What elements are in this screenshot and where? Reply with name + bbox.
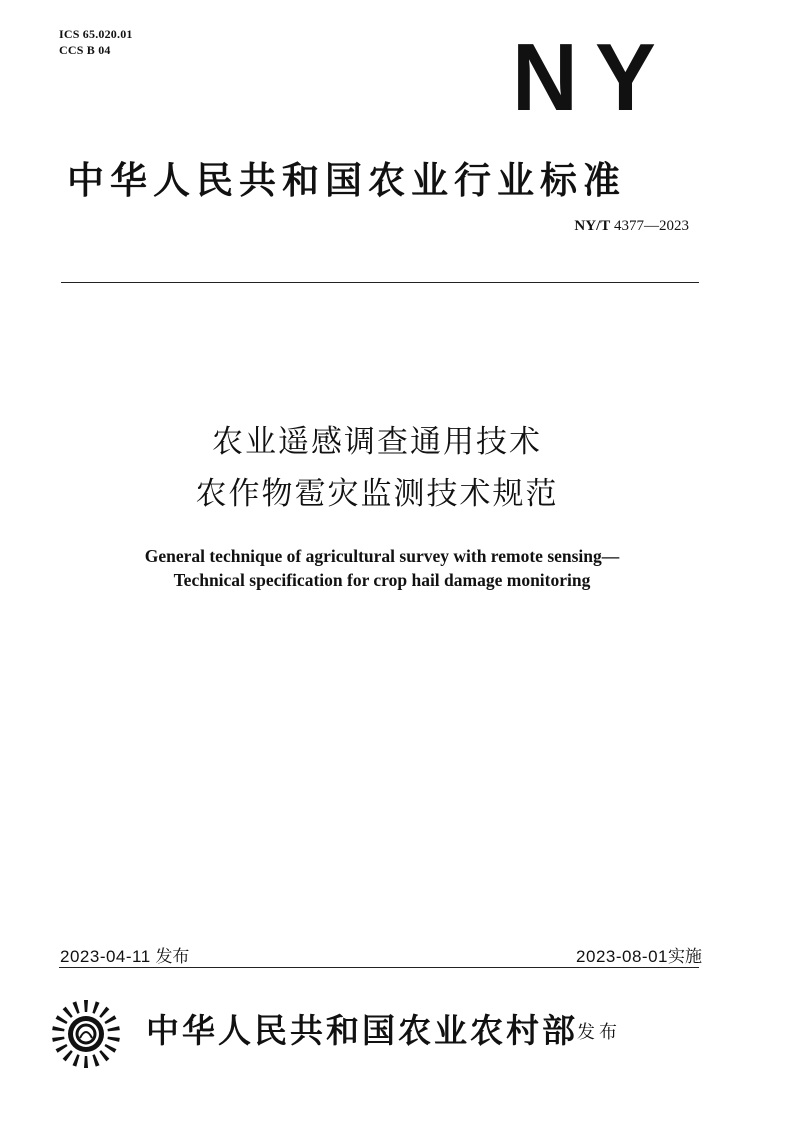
footer-divider	[59, 967, 699, 968]
implement-date-block	[576, 942, 702, 967]
issue-label: 发布	[155, 947, 190, 966]
ministry-publish-label: 发布	[577, 1022, 621, 1042]
implement-date: 2023-08-01	[576, 947, 668, 966]
ministry-name: 中华人民共和国农业农村部	[146, 1011, 578, 1050]
cn-title-line-1: 农业遥感调查通用技术	[212, 424, 542, 460]
en-title-line-2: Technical specification for crop hail damage monitoring	[173, 570, 591, 590]
standard-number	[574, 218, 689, 235]
issue-date-block	[60, 942, 189, 967]
cn-title-line-2: 农作物雹灾监测技术规范	[195, 476, 559, 512]
standard-category-title: 中华人民共和国农业行业标准	[67, 159, 626, 202]
ics-code: ICS 65.020.01	[59, 27, 133, 41]
en-title-line-1: General technique of agricultural survey with remote sensing—	[144, 546, 620, 566]
header-divider	[61, 282, 699, 283]
implement-label: 实施	[668, 947, 702, 966]
issue-date: 2023-04-11	[60, 947, 151, 966]
ministry-emblem-icon	[50, 998, 122, 1070]
ny-logo: NY	[512, 24, 673, 131]
standard-number-prefix: NY/T	[574, 218, 611, 234]
standard-number-value: 4377—2023	[614, 218, 689, 234]
ccs-code: CCS B 04	[59, 43, 111, 57]
